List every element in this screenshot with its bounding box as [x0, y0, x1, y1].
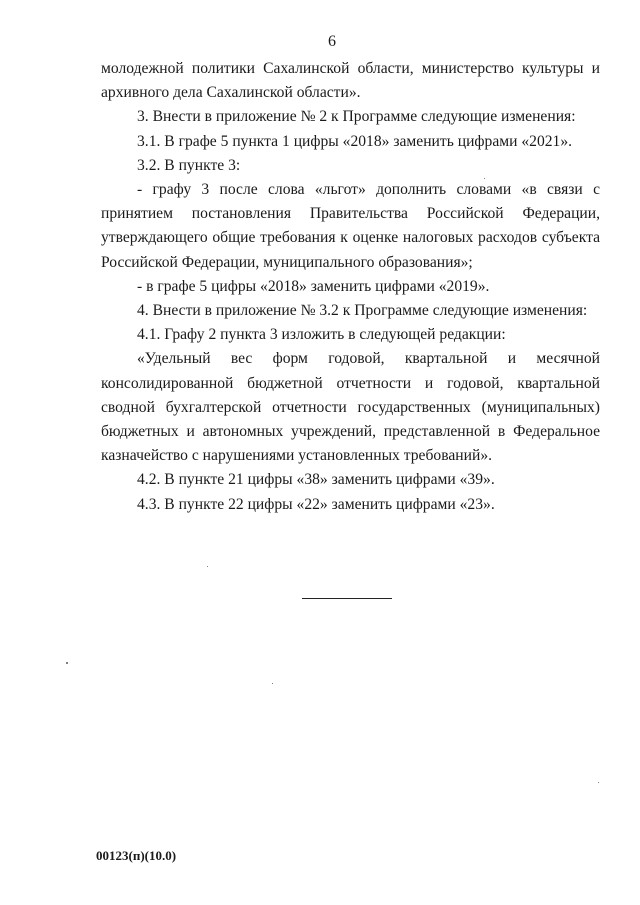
paragraph-item-4-3: 4.3. В пункте 22 цифры «22» заменить цифрами «23».: [137, 495, 495, 513]
paragraph-item-4: 4. Внести в приложение № 3.2 к Программе следующие изменения:: [137, 302, 588, 320]
scan-speck: [207, 566, 208, 567]
scan-speck: [272, 683, 273, 684]
paragraph-item-3-2-b: - в графе 5 цифры «2018» заменить цифрами «2019».: [137, 277, 490, 295]
page-number: 6: [328, 33, 336, 50]
paragraph-item-4-2: 4.2. В пункте 21 цифры «38» заменить цифрами «39».: [137, 471, 495, 489]
paragraph-item-3-1: 3.1. В графе 5 пункта 1 цифры «2018» заменить цифрами «2021».: [137, 132, 573, 150]
paragraph-item-3-2: 3.2. В пункте 3:: [137, 156, 241, 174]
paragraph-item-3: 3. Внести в приложение № 2 к Программе следующие изменения:: [137, 108, 576, 126]
scan-speck: [598, 782, 599, 783]
scan-speck: [484, 178, 485, 179]
document-body: [101, 57, 600, 517]
end-divider: [302, 598, 392, 599]
paragraph-item-4-1: 4.1. Графу 2 пункта 3 изложить в следующей редакции:: [137, 326, 506, 344]
paragraph-continuation: молодежной политики Сахалинской области, министерство культуры и архивного дела Сахалинской области».: [101, 60, 600, 102]
scan-speck: [66, 662, 68, 664]
document-code: 00123(п)(10.0): [96, 848, 177, 863]
paragraph-item-3-2-a: - графу 3 после слова «льгот» дополнить словами «в связи с принятием постановления Правительства Российской Федерации, утверждающего общие требования к оценке налоговых расходов субъекта Российской Федерации, муниципального образования»;: [101, 181, 600, 271]
paragraph-quote: «Удельный вес форм годовой, квартальной и месячной консолидированной бюджетной отчетности и годовой, квартальной сводной бухгалтерской отчетности государственных (муниципальных) бюджетных и автономных учреждений, представленной в Федеральное казначейство с нарушениями установленных требований».: [101, 350, 600, 465]
